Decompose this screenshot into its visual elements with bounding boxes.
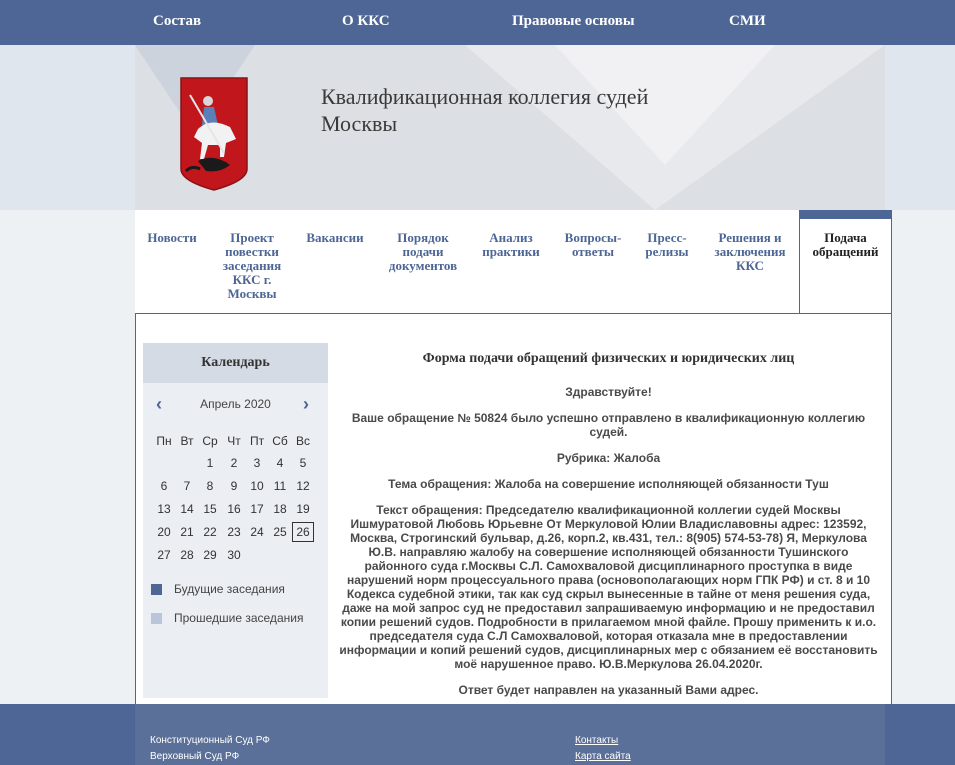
rubric-text: Рубрика: Жалоба [556,451,661,465]
secnav-item-vacancies[interactable]: Вакансии [306,230,364,245]
secnav-item-appeals[interactable] [799,210,892,314]
calendar-day[interactable]: 29 [203,548,217,562]
calendar-day[interactable]: 5 [299,456,307,470]
left-bg-pane [0,45,135,210]
footer-link-constitutional-court[interactable]: Конституционный Суд РФ [150,735,270,746]
footer-inner [135,704,885,765]
form-title: Форма подачи обращений физических и юридических лиц [422,351,795,366]
calendar-widget [143,343,328,698]
calendar-day[interactable]: 1 [206,456,214,470]
calendar-day[interactable]: 30 [227,548,241,562]
secnav-item-faq[interactable]: Вопросы-ответы [564,230,622,259]
calendar-day[interactable]: 18 [273,502,287,516]
calendar-day[interactable]: 4 [276,456,284,470]
appeal-body-text: Текст обращения: Председателю квалификационной коллегии судей Москвы Ишмуратовой Любовь Юрьевне От Меркуловой Юлии Владиславовны адрес: 123592, Москва, Строгинский бульвар, д.26, корп.2, кв.431, тел.: 8(905) 574-53-78) Я, Меркулова Ю.В. направляю жалобу на совершение исполняющей обязанности Тушинского районного суда г.Москвы С.Л. Самохваловой дисциплинарного проступка в виде нарушений норм процессуального права (основополагающих норм ГПК РФ) и ст. 8 и 10 Кодекса судебной этики, так как суд скрыл вынесенные в тайне от меня решения суда, даже на мой запрос суд не предоставил запрашиваемую информацию и не предоставил копии решений судов. Подробности в прилагаемом мной файле. Прошу применить к и.о. председателя суда С.Л Самохваловой, которая отказала мне в предоставлении информации и копий решений судов, дисциплинарных мер с обязанием её восстановить моё нарушенное право. Ю.В.Меркулова 26.04.2020г. [339,503,878,671]
left-lower-pane [0,210,135,705]
topnav-item-sostav[interactable]: Состав [153,13,202,29]
calendar-day[interactable]: 20 [157,525,171,539]
weekday-label: Пн [156,434,172,448]
site-header [135,45,885,210]
success-message: Ваше обращение № 50824 было успешно отправлено в квалификационную коллегию судей. [351,411,866,439]
calendar-day[interactable]: 3 [253,456,261,470]
secnav-item-procedure[interactable]: Порядок подачи документов [388,230,458,273]
secnav-item-news[interactable]: Новости [147,230,197,245]
calendar-day[interactable]: 2 [230,456,238,470]
secnav-item-agenda[interactable]: Проект повестки заседания ККС г. Москвы [222,230,282,301]
calendar-month: Апрель 2020 [200,397,271,411]
legend-past-label: Прошедшие заседания [174,611,304,625]
calendar-day[interactable]: 13 [157,502,171,516]
calendar-prev-icon[interactable]: ‹ [156,394,162,414]
calendar-day-today[interactable]: 26 [292,522,314,542]
weekday-label: Пт [249,434,265,448]
calendar-day[interactable]: 14 [180,502,194,516]
topnav-item-legal[interactable]: Правовые основы [512,13,635,29]
calendar-day[interactable]: 8 [206,479,214,493]
weekday-label: Ср [202,434,218,448]
calendar-day[interactable]: 10 [250,479,264,493]
footer-link-sitemap[interactable]: Карта сайта [575,751,631,762]
topnav-item-about[interactable]: О ККС [342,13,390,29]
submission-result [336,352,881,709]
calendar-day[interactable]: 23 [227,525,241,539]
calendar-day[interactable]: 15 [203,502,217,516]
weekday-label: Вт [180,434,194,448]
topnav-item-media[interactable]: СМИ [729,13,766,29]
calendar-day[interactable]: 27 [157,548,171,562]
weekday-label: Вс [295,434,310,448]
footer-link-contacts[interactable]: Контакты [575,735,619,746]
secnav-item-appeals-label: Подача обращений [812,230,879,259]
calendar-day[interactable]: 25 [273,525,287,539]
calendar-day[interactable]: 11 [273,479,287,493]
secnav-item-decisions[interactable]: Решения и заключения ККС [714,230,786,273]
calendar-day[interactable]: 19 [296,502,310,516]
right-bg-pane [885,45,955,210]
calendar-day[interactable]: 17 [250,502,264,516]
site-footer [0,704,955,765]
calendar-day[interactable]: 28 [180,548,194,562]
calendar-day[interactable]: 7 [183,479,191,493]
secnav-item-press[interactable]: Пресс-релизы [645,230,689,259]
calendar-day[interactable]: 12 [296,479,310,493]
calendar-day[interactable]: 9 [230,479,238,493]
legend-future-swatch [151,584,162,595]
calendar-day[interactable]: 16 [227,502,241,516]
footer-link-supreme-court[interactable]: Верховный Суд РФ [150,751,240,762]
reply-note: Ответ будет направлен на указанный Вами адрес. [458,683,759,697]
site-title: Квалификационная коллегия судей Москвы [321,84,649,136]
top-nav [0,0,955,45]
calendar-title: Календарь [143,343,328,383]
calendar-day[interactable]: 22 [203,525,217,539]
weekday-label: Чт [227,434,241,448]
secnav-item-analysis[interactable]: Анализ практики [482,230,540,259]
calendar-next-icon[interactable]: › [303,394,309,414]
calendar-day[interactable]: 6 [160,479,168,493]
section-nav [135,210,892,314]
moscow-emblem-icon [180,77,248,191]
weekday-label: Сб [272,434,288,448]
right-lower-pane [892,210,955,705]
topic-text: Тема обращения: Жалоба на совершение исполняющей обязанности Туш [388,477,829,491]
calendar-day[interactable]: 24 [250,525,264,539]
greeting-text: Здравствуйте! [565,385,652,399]
calendar-day[interactable]: 21 [180,525,194,539]
legend-past-swatch [151,613,162,624]
legend-future-label: Будущие заседания [174,582,285,596]
